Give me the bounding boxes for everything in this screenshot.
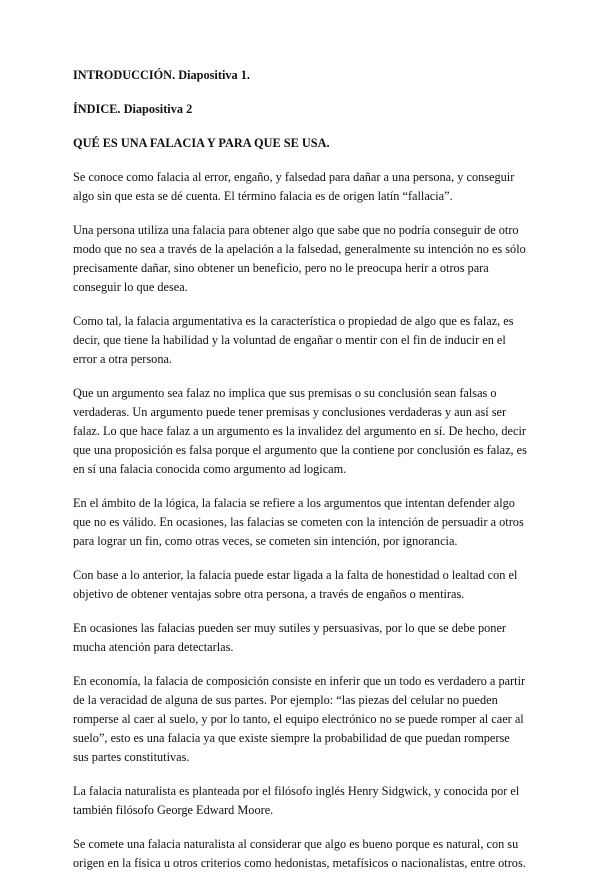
paragraph-uso-persona: Una persona utiliza una falacia para obtener algo que sabe que no podría conseguir de otro modo que no sea a través de la apelación a la falsedad, generalmente su intención no es sólo precisamente dañar, sino obtener un beneficio, pero no le preocupa herir a otros para conseguir lo que desea. [73, 223, 526, 294]
heading-que-es-falacia: QUÉ ES UNA FALACIA Y PARA QUE SE USA. [73, 136, 330, 150]
paragraph-ambito-logica: En el ámbito de la lógica, la falacia se refiere a los argumentos que intentan defender algo que no es válido. En ocasiones, las falacias se cometen con la intención de persuadir a otros para lograr un fin, como otras veces, se cometen sin intención, por ignorancia. [73, 496, 524, 548]
paragraph-falacia-argumentativa: Como tal, la falacia argumentativa es la característica o propiedad de algo que es falaz, es decir, que tiene la habilidad y la voluntad de engañar o mentir con el fin de inducir en el error a otra persona. [73, 314, 514, 366]
paragraph-definicion: Se conoce como falacia al error, engaño, y falsedad para dañar a una persona, y conseguir algo sin que esta se dé cuenta. El término falacia es de origen latín “fallacia”. [73, 170, 515, 203]
heading-indice: ÍNDICE. Diapositiva 2 [73, 102, 193, 116]
paragraph-naturalista: La falacia naturalista es planteada por el filósofo inglés Henry Sidgwick, y conocida por el también filósofo George Edward Moore. [73, 784, 520, 817]
heading-introduccion: INTRODUCCIÓN. Diapositiva 1. [73, 68, 250, 82]
paragraph-argumento-falaz: Que un argumento sea falaz no implica que sus premisas o su conclusión sean falsas o verdaderas. Un argumento puede tener premisas y conclusiones verdaderas y aun así ser falaz. Lo que hace falaz a un argumento es la invalidez del argumento en sí. De hecho, decir que una proposición es falsa porque el argumento que la contiene por conclusión es falaz, es en sí una falacia conocida como argumento ad logicam. [73, 386, 527, 476]
paragraph-comete-naturalista: Se comete una falacia naturalista al considerar que algo es bueno porque es natural, con su origen en la física u otros criterios como hedonistas, metafísicos o nacionalistas, entre otros. [73, 837, 526, 870]
document-page [73, 66, 528, 888]
paragraph-economia: En economía, la falacia de composición consiste en inferir que un todo es verdadero a partir de la veracidad de alguna de sus partes. Por ejemplo: “las piezas del celular no pueden romperse al caer al suelo, y por lo tanto, el equipo electrónico no se puede romper al caer al suelo”, esto es una falacia ya que existe siempre la probabilidad de que puedan romperse sus partes constitutivas. [73, 674, 526, 764]
paragraph-honestidad: Con base a lo anterior, la falacia puede estar ligada a la falta de honestidad o lealtad con el objetivo de obtener ventajas sobre otra persona, a través de engaños o mentiras. [73, 568, 518, 601]
paragraph-sutiles: En ocasiones las falacias pueden ser muy sutiles y persuasivas, por lo que se debe poner mucha atención para detectarlas. [73, 621, 506, 654]
